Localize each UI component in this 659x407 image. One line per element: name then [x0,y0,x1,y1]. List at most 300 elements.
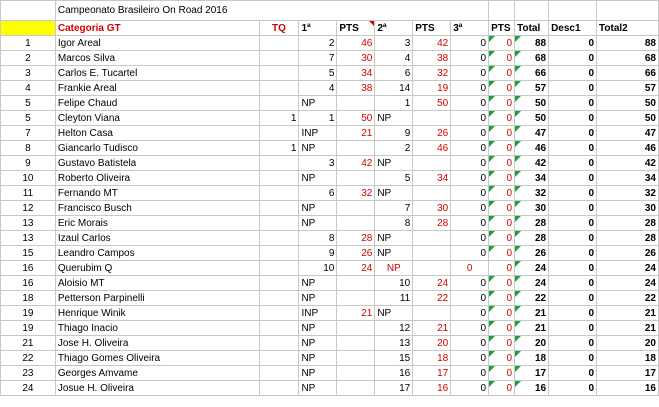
cell[interactable] [451,1,489,21]
sheet-title[interactable]: Campeonato Brasileiro On Road 2016 [55,1,450,21]
race1-points-cell[interactable]: 50 [337,111,375,126]
total-cell[interactable]: 30 [515,201,549,216]
tq-cell[interactable] [259,231,299,246]
race1-position-cell[interactable]: NP [299,381,337,396]
position-cell[interactable]: 11 [1,186,56,201]
race3-position-cell[interactable]: 0 [451,96,489,111]
race2-position-cell[interactable]: 11 [375,291,413,306]
race2-position-cell[interactable]: 15 [375,351,413,366]
race3-position-cell[interactable]: 0 [451,336,489,351]
race1-points-cell[interactable]: 24 [337,261,375,276]
total2-cell[interactable]: 17 [597,366,659,381]
position-cell[interactable]: 18 [1,291,56,306]
desc1-cell[interactable]: 0 [549,381,597,396]
tq-cell[interactable] [259,171,299,186]
race3-points-cell[interactable]: 0 [489,216,515,231]
race1-position-cell[interactable]: NP [299,201,337,216]
race1-points-cell[interactable]: 21 [337,126,375,141]
race3-position-cell[interactable]: 0 [451,306,489,321]
tq-cell[interactable] [259,381,299,396]
total-cell[interactable]: 34 [515,171,549,186]
tq-cell[interactable] [259,186,299,201]
race2-position-cell[interactable]: NP [375,231,413,246]
race3-position-cell[interactable]: 0 [451,276,489,291]
total2-cell[interactable]: 50 [597,96,659,111]
tq-cell[interactable] [259,336,299,351]
total-cell[interactable]: 18 [515,351,549,366]
race3-points-cell[interactable]: 0 [489,126,515,141]
desc1-cell[interactable]: 0 [549,96,597,111]
race2-position-cell[interactable]: 13 [375,336,413,351]
desc1-cell[interactable]: 0 [549,321,597,336]
driver-name-cell[interactable]: Leandro Campos [55,246,259,261]
total2-cell[interactable]: 32 [597,186,659,201]
total2-cell[interactable]: 30 [597,201,659,216]
driver-name-cell[interactable]: Jose H. Oliveira [55,336,259,351]
total-cell[interactable]: 42 [515,156,549,171]
total-cell[interactable]: 26 [515,246,549,261]
race3-position-cell[interactable]: 0 [451,111,489,126]
cell[interactable] [489,1,515,21]
race1-position-cell[interactable]: NP [299,291,337,306]
race3-position-cell[interactable]: 0 [451,216,489,231]
race2-position-cell[interactable]: 3 [375,36,413,51]
driver-name-cell[interactable]: Thiago Inacio [55,321,259,336]
total2-cell[interactable]: 22 [597,291,659,306]
race1-position-cell[interactable]: NP [299,276,337,291]
race3-points-cell[interactable]: 0 [489,201,515,216]
tq-cell[interactable] [259,36,299,51]
total2-cell[interactable]: 24 [597,261,659,276]
race2-points-cell[interactable]: 20 [413,336,451,351]
race2-position-cell[interactable]: 6 [375,66,413,81]
total2-cell[interactable]: 50 [597,111,659,126]
position-cell[interactable]: 24 [1,381,56,396]
race2-points-cell[interactable]: 17 [413,366,451,381]
race3-points-cell[interactable]: 0 [489,81,515,96]
desc1-cell[interactable]: 0 [549,156,597,171]
driver-name-cell[interactable]: Carlos E. Tucartel [55,66,259,81]
race2-position-cell[interactable]: NP [375,246,413,261]
total-cell[interactable]: 88 [515,36,549,51]
tq-cell[interactable] [259,276,299,291]
tq-cell[interactable] [259,246,299,261]
total-cell[interactable]: 32 [515,186,549,201]
race1-points-cell[interactable] [337,96,375,111]
total2-cell[interactable]: 88 [597,36,659,51]
race1-points-cell[interactable] [337,171,375,186]
header-r2[interactable]: 2ª [375,21,413,36]
race3-position-cell[interactable]: 0 [451,351,489,366]
total-cell[interactable]: 22 [515,291,549,306]
driver-name-cell[interactable]: Georges Amvame [55,366,259,381]
total2-cell[interactable]: 18 [597,351,659,366]
race2-position-cell[interactable]: 12 [375,321,413,336]
driver-name-cell[interactable]: Francisco Busch [55,201,259,216]
race2-points-cell[interactable] [413,156,451,171]
header-pts2[interactable]: PTS [413,21,451,36]
total2-cell[interactable]: 42 [597,156,659,171]
tq-cell[interactable] [259,51,299,66]
tq-cell[interactable] [259,351,299,366]
race1-points-cell[interactable]: 26 [337,246,375,261]
desc1-cell[interactable]: 0 [549,36,597,51]
race3-points-cell[interactable]: 0 [489,171,515,186]
race3-points-cell[interactable]: 0 [489,291,515,306]
desc1-cell[interactable]: 0 [549,126,597,141]
total-cell[interactable]: 28 [515,231,549,246]
race1-position-cell[interactable]: 6 [299,186,337,201]
race3-points-cell[interactable]: 0 [489,66,515,81]
race2-position-cell[interactable]: 5 [375,171,413,186]
total-cell[interactable]: 46 [515,141,549,156]
total-cell[interactable]: 21 [515,306,549,321]
total2-cell[interactable]: 68 [597,51,659,66]
race2-position-cell[interactable]: NP [375,111,413,126]
header-r3[interactable]: 3ª [451,21,489,36]
position-cell[interactable]: 1 [1,36,56,51]
race2-position-cell[interactable]: 14 [375,81,413,96]
position-cell[interactable]: 10 [1,171,56,186]
cell[interactable] [597,1,659,21]
race3-position-cell[interactable]: 0 [451,381,489,396]
race1-position-cell[interactable]: 3 [299,156,337,171]
driver-name-cell[interactable]: Roberto Oliveira [55,171,259,186]
desc1-cell[interactable]: 0 [549,231,597,246]
driver-name-cell[interactable]: Cleyton Viana [55,111,259,126]
total2-cell[interactable]: 66 [597,66,659,81]
race1-points-cell[interactable]: 28 [337,231,375,246]
driver-name-cell[interactable]: Aloisio MT [55,276,259,291]
race2-position-cell[interactable]: 17 [375,381,413,396]
race2-position-cell[interactable]: 9 [375,126,413,141]
race3-position-cell[interactable]: 0 [451,66,489,81]
race2-position-cell[interactable]: 2 [375,141,413,156]
position-cell[interactable]: 19 [1,306,56,321]
desc1-cell[interactable]: 0 [549,351,597,366]
race3-points-cell[interactable]: 0 [489,96,515,111]
race1-points-cell[interactable]: 34 [337,66,375,81]
race3-position-cell[interactable]: 0 [451,261,489,276]
driver-name-cell[interactable]: Fernando MT [55,186,259,201]
race2-points-cell[interactable] [413,186,451,201]
race1-position-cell[interactable]: 7 [299,51,337,66]
cell[interactable] [549,1,597,21]
race2-points-cell[interactable]: 30 [413,201,451,216]
driver-name-cell[interactable]: Marcos Silva [55,51,259,66]
race1-position-cell[interactable]: 1 [299,111,337,126]
position-cell[interactable]: 19 [1,321,56,336]
race1-position-cell[interactable]: NP [299,321,337,336]
header-category[interactable]: Categoria GT [55,21,259,36]
total-cell[interactable]: 17 [515,366,549,381]
total2-cell[interactable]: 26 [597,246,659,261]
race2-position-cell[interactable]: NP [375,306,413,321]
driver-name-cell[interactable]: Helton Casa [55,126,259,141]
total2-cell[interactable]: 46 [597,141,659,156]
race2-points-cell[interactable] [413,231,451,246]
race1-points-cell[interactable]: 32 [337,186,375,201]
total2-cell[interactable]: 24 [597,276,659,291]
race2-position-cell[interactable]: 1 [375,96,413,111]
desc1-cell[interactable]: 0 [549,66,597,81]
header-pts3[interactable]: PTS [489,21,515,36]
race3-position-cell[interactable]: 0 [451,186,489,201]
race1-position-cell[interactable]: NP [299,171,337,186]
desc1-cell[interactable]: 0 [549,81,597,96]
race2-position-cell[interactable]: NP [375,261,413,276]
total2-cell[interactable]: 28 [597,216,659,231]
total2-cell[interactable]: 28 [597,231,659,246]
race1-position-cell[interactable]: INP [299,126,337,141]
race3-position-cell[interactable]: 0 [451,51,489,66]
total-cell[interactable]: 21 [515,321,549,336]
race1-position-cell[interactable]: NP [299,216,337,231]
race2-position-cell[interactable]: 8 [375,216,413,231]
total-cell[interactable]: 50 [515,111,549,126]
race1-points-cell[interactable] [337,321,375,336]
race2-position-cell[interactable]: 7 [375,201,413,216]
driver-name-cell[interactable]: Eric Morais [55,216,259,231]
position-cell[interactable]: 15 [1,246,56,261]
driver-name-cell[interactable]: Petterson Parpinelli [55,291,259,306]
header-total[interactable]: Total [515,21,549,36]
total2-cell[interactable]: 57 [597,81,659,96]
driver-name-cell[interactable]: Giancarlo Tudisco [55,141,259,156]
desc1-cell[interactable]: 0 [549,141,597,156]
race3-position-cell[interactable]: 0 [451,321,489,336]
desc1-cell[interactable]: 0 [549,111,597,126]
tq-cell[interactable] [259,66,299,81]
race1-position-cell[interactable]: NP [299,366,337,381]
race1-points-cell[interactable] [337,366,375,381]
race1-position-cell[interactable]: NP [299,96,337,111]
race1-points-cell[interactable] [337,291,375,306]
position-cell[interactable]: 5 [1,111,56,126]
position-cell[interactable]: 13 [1,231,56,246]
race3-points-cell[interactable]: 0 [489,306,515,321]
desc1-cell[interactable]: 0 [549,246,597,261]
desc1-cell[interactable]: 0 [549,306,597,321]
desc1-cell[interactable]: 0 [549,291,597,306]
tq-cell[interactable] [259,291,299,306]
race1-points-cell[interactable]: 42 [337,156,375,171]
race3-points-cell[interactable]: 0 [489,51,515,66]
race2-points-cell[interactable]: 32 [413,66,451,81]
total2-cell[interactable]: 47 [597,126,659,141]
desc1-cell[interactable]: 0 [549,276,597,291]
position-cell[interactable]: 16 [1,261,56,276]
driver-name-cell[interactable]: Frankie Areal [55,81,259,96]
position-cell[interactable]: 23 [1,366,56,381]
race2-points-cell[interactable] [413,246,451,261]
race1-position-cell[interactable]: INP [299,306,337,321]
position-cell[interactable]: 12 [1,201,56,216]
desc1-cell[interactable]: 0 [549,186,597,201]
total2-cell[interactable]: 16 [597,381,659,396]
race2-points-cell[interactable]: 50 [413,96,451,111]
race2-points-cell[interactable]: 21 [413,321,451,336]
cell[interactable] [1,1,56,21]
position-cell[interactable]: 22 [1,351,56,366]
race3-points-cell[interactable]: 0 [489,141,515,156]
race3-position-cell[interactable]: 0 [451,126,489,141]
race3-points-cell[interactable]: 0 [489,246,515,261]
desc1-cell[interactable]: 0 [549,51,597,66]
race1-position-cell[interactable]: NP [299,351,337,366]
header-total2[interactable]: Total2 [597,21,659,36]
header-desc1[interactable]: Desc1 [549,21,597,36]
race3-points-cell[interactable]: 0 [489,111,515,126]
tq-cell[interactable]: 1 [259,141,299,156]
race1-position-cell[interactable]: 10 [299,261,337,276]
race1-position-cell[interactable]: 9 [299,246,337,261]
tq-cell[interactable] [259,81,299,96]
desc1-cell[interactable]: 0 [549,261,597,276]
race2-position-cell[interactable]: NP [375,156,413,171]
race2-points-cell[interactable]: 46 [413,141,451,156]
race1-position-cell[interactable]: 2 [299,36,337,51]
race2-points-cell[interactable]: 42 [413,36,451,51]
race2-points-cell[interactable]: 34 [413,171,451,186]
header-tq[interactable]: TQ [259,21,299,36]
position-cell[interactable]: 21 [1,336,56,351]
total-cell[interactable]: 47 [515,126,549,141]
race2-points-cell[interactable] [413,306,451,321]
position-cell[interactable]: 2 [1,51,56,66]
desc1-cell[interactable]: 0 [549,201,597,216]
position-cell[interactable]: 4 [1,81,56,96]
race1-points-cell[interactable]: 38 [337,81,375,96]
race1-points-cell[interactable] [337,276,375,291]
race3-position-cell[interactable]: 0 [451,201,489,216]
driver-name-cell[interactable]: Igor Areal [55,36,259,51]
race3-position-cell[interactable]: 0 [451,246,489,261]
race1-position-cell[interactable]: 4 [299,81,337,96]
race1-points-cell[interactable] [337,216,375,231]
driver-name-cell[interactable]: Josue H. Oliveira [55,381,259,396]
position-cell[interactable]: 5 [1,96,56,111]
race3-position-cell[interactable]: 0 [451,36,489,51]
race3-points-cell[interactable]: 0 [489,156,515,171]
race1-points-cell[interactable] [337,336,375,351]
race3-points-cell[interactable]: 0 [489,276,515,291]
race1-position-cell[interactable]: NP [299,141,337,156]
tq-cell[interactable]: 1 [259,111,299,126]
tq-cell[interactable] [259,261,299,276]
desc1-cell[interactable]: 0 [549,171,597,186]
race2-points-cell[interactable]: 28 [413,216,451,231]
total-cell[interactable]: 57 [515,81,549,96]
race3-position-cell[interactable]: 0 [451,291,489,306]
position-cell[interactable]: 8 [1,141,56,156]
total-cell[interactable]: 66 [515,66,549,81]
desc1-cell[interactable]: 0 [549,366,597,381]
total2-cell[interactable]: 34 [597,171,659,186]
total2-cell[interactable]: 21 [597,306,659,321]
position-cell[interactable]: 13 [1,216,56,231]
race3-points-cell[interactable]: 0 [489,36,515,51]
race3-position-cell[interactable]: 0 [451,231,489,246]
race1-points-cell[interactable]: 46 [337,36,375,51]
race3-position-cell[interactable]: 0 [451,141,489,156]
race3-points-cell[interactable]: 0 [489,381,515,396]
driver-name-cell[interactable]: Izaul Carlos [55,231,259,246]
tq-cell[interactable] [259,306,299,321]
race2-position-cell[interactable]: NP [375,186,413,201]
race3-points-cell[interactable]: 0 [489,351,515,366]
race3-position-cell[interactable]: 0 [451,81,489,96]
total-cell[interactable]: 68 [515,51,549,66]
header-yellow-cell[interactable] [1,21,56,36]
header-pts1[interactable]: PTS [337,21,375,36]
driver-name-cell[interactable]: Henrique Winik [55,306,259,321]
position-cell[interactable]: 7 [1,126,56,141]
total-cell[interactable]: 16 [515,381,549,396]
desc1-cell[interactable]: 0 [549,336,597,351]
race2-points-cell[interactable]: 26 [413,126,451,141]
race3-points-cell[interactable]: 0 [489,186,515,201]
total-cell[interactable]: 20 [515,336,549,351]
race2-position-cell[interactable]: 16 [375,366,413,381]
race1-position-cell[interactable]: 8 [299,231,337,246]
race2-position-cell[interactable]: 10 [375,276,413,291]
total2-cell[interactable]: 21 [597,321,659,336]
total-cell[interactable]: 24 [515,261,549,276]
position-cell[interactable]: 9 [1,156,56,171]
tq-cell[interactable] [259,216,299,231]
tq-cell[interactable] [259,156,299,171]
race1-points-cell[interactable] [337,351,375,366]
race1-points-cell[interactable]: 21 [337,306,375,321]
cell[interactable] [515,1,549,21]
race1-points-cell[interactable] [337,381,375,396]
race2-position-cell[interactable]: 4 [375,51,413,66]
race1-points-cell[interactable]: 30 [337,51,375,66]
race3-position-cell[interactable]: 0 [451,156,489,171]
position-cell[interactable]: 16 [1,276,56,291]
race2-points-cell[interactable] [413,111,451,126]
race2-points-cell[interactable]: 19 [413,81,451,96]
race1-points-cell[interactable] [337,141,375,156]
tq-cell[interactable] [259,321,299,336]
race3-position-cell[interactable]: 0 [451,171,489,186]
total-cell[interactable]: 50 [515,96,549,111]
header-r1[interactable]: 1ª [299,21,337,36]
race2-points-cell[interactable] [413,261,451,276]
race3-points-cell[interactable]: 0 [489,366,515,381]
total-cell[interactable]: 28 [515,216,549,231]
driver-name-cell[interactable]: Gustavo Batistela [55,156,259,171]
tq-cell[interactable] [259,366,299,381]
race3-points-cell[interactable]: 0 [489,321,515,336]
driver-name-cell[interactable]: Felipe Chaud [55,96,259,111]
total-cell[interactable]: 24 [515,276,549,291]
race2-points-cell[interactable]: 18 [413,351,451,366]
total2-cell[interactable]: 20 [597,336,659,351]
desc1-cell[interactable]: 0 [549,216,597,231]
driver-name-cell[interactable]: Thiago Gomes Oliveira [55,351,259,366]
race2-points-cell[interactable]: 22 [413,291,451,306]
race3-position-cell[interactable]: 0 [451,366,489,381]
tq-cell[interactable] [259,201,299,216]
race1-position-cell[interactable]: NP [299,336,337,351]
race3-points-cell[interactable]: 0 [489,231,515,246]
race3-points-cell[interactable]: 0 [489,261,515,276]
race2-points-cell[interactable]: 16 [413,381,451,396]
race1-points-cell[interactable] [337,201,375,216]
race2-points-cell[interactable]: 24 [413,276,451,291]
